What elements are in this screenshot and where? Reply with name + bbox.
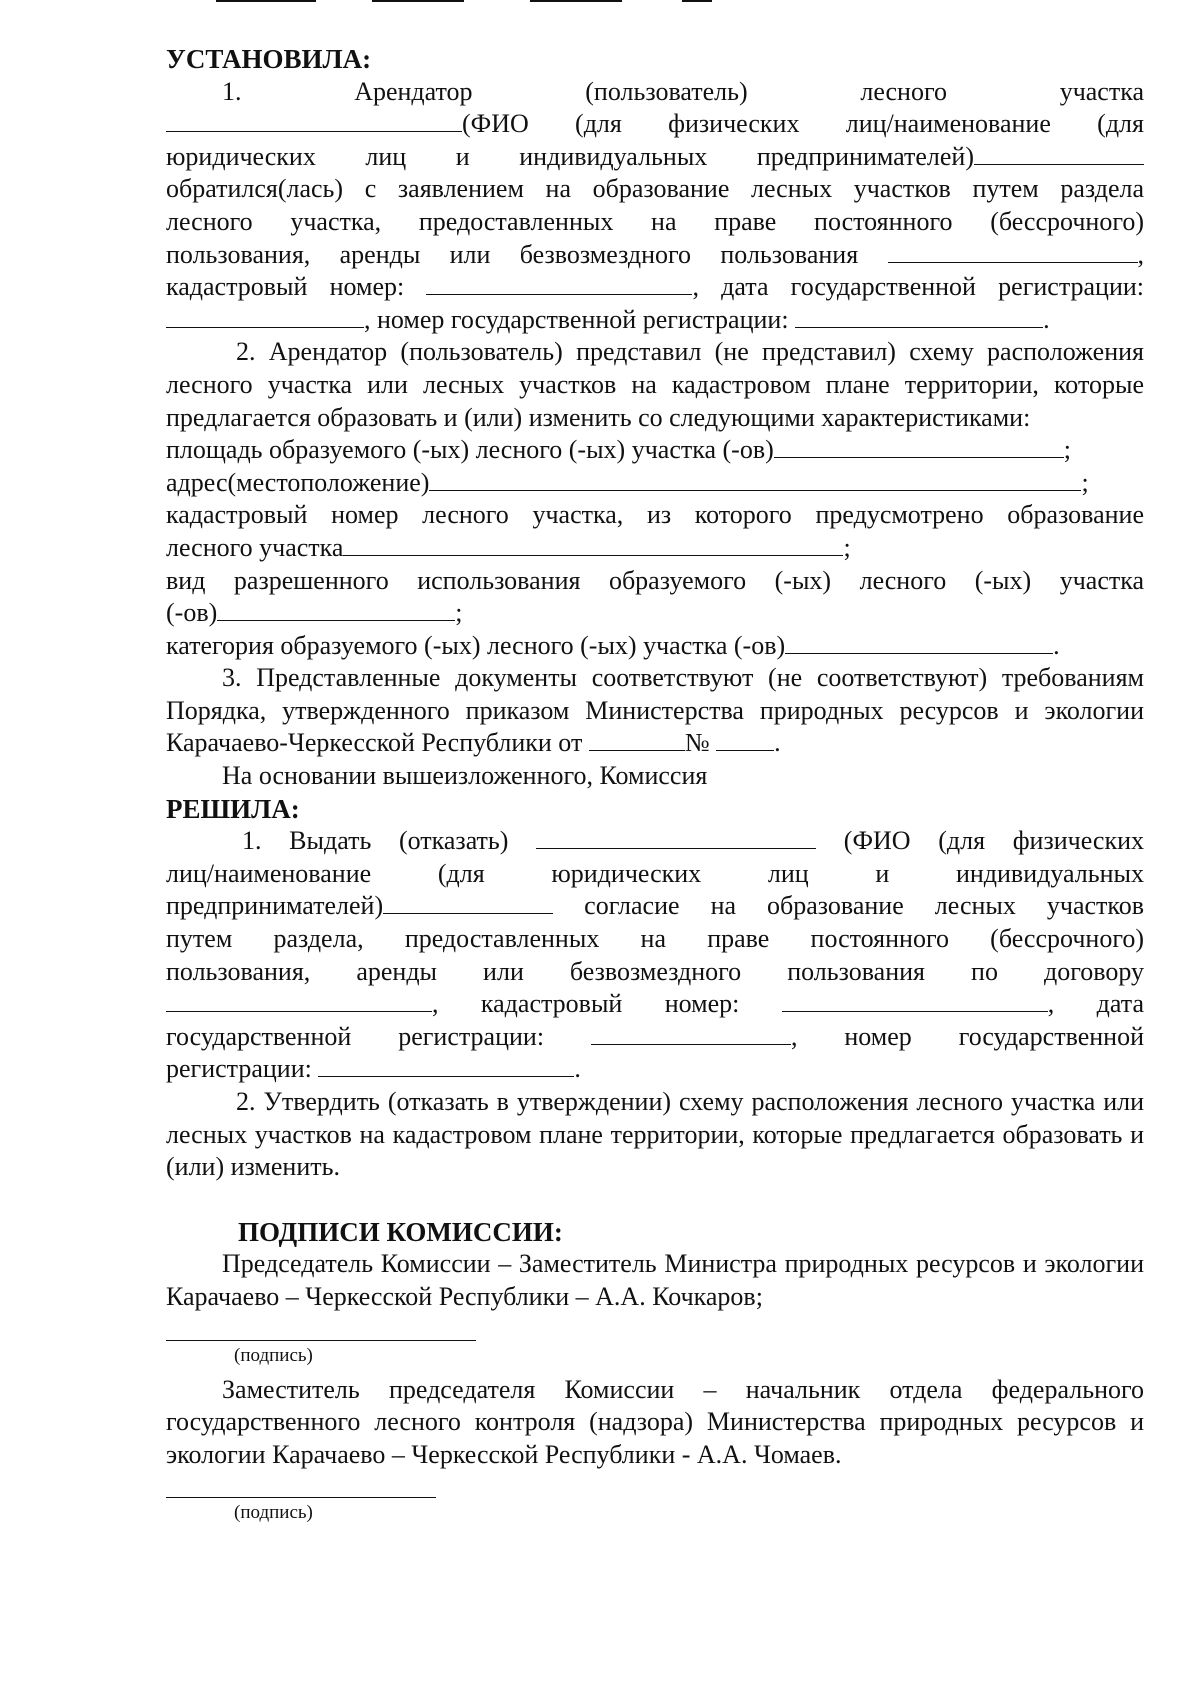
address-line: адрес(местоположение) ; <box>166 467 1089 497</box>
p3-text: 3. Представленные документы соответствуют (не соответствуют) требованиям Порядка, утвержденного приказом Министерства природных ресурсов и экологии Карачаево-Черкесской Республики от № . <box>166 663 1144 758</box>
blank-field[interactable] <box>536 826 816 849</box>
r1-line8: регистрации: . <box>166 1054 581 1084</box>
blank-field[interactable] <box>217 598 455 621</box>
signature-line[interactable] <box>166 1340 476 1341</box>
blank-field[interactable] <box>429 468 1081 491</box>
blank-field[interactable] <box>774 435 1064 458</box>
area-line: площадь образуемого (-ых) лесного (-ых) участка (-ов) ; <box>166 435 1071 465</box>
blank-field[interactable] <box>795 305 1043 328</box>
r1-line6: , кадастровый номер: , дата <box>166 988 1144 1021</box>
p2-text: 2. Арендатор (пользователь) представил (не представил) схему расположения лесного участка или лесных участков на кадастровом плане территории, которые предлагается образовать и (или) изменить со следующими характеристиками: <box>166 337 1144 432</box>
blank-field[interactable] <box>426 272 692 295</box>
p1-line8: , номер государственной регистрации: . <box>166 304 1144 337</box>
use-line1: вид разрешенного использования образуемого (-ых) лесного (-ых) участка <box>166 565 1144 595</box>
signature-deputy <box>166 1497 1144 1525</box>
blank-field[interactable] <box>166 109 462 132</box>
r1-line3: предпринимателей) согласие на образование лесных участков <box>166 891 1144 921</box>
top-cut-lines <box>0 0 1200 6</box>
blank-field[interactable] <box>785 631 1053 654</box>
basis-line: На основании вышеизложенного, Комиссия <box>222 761 708 791</box>
heading-signatures: ПОДПИСИ КОМИССИИ: <box>238 1216 563 1247</box>
category-line: категория образуемого (-ых) лесного (-ых) участка (-ов) . <box>166 630 1060 660</box>
signature-caption: (подпись) <box>234 1502 313 1524</box>
p1-line6: пользования, аренды или безвозмездного пользования , <box>166 239 1145 269</box>
signature-line[interactable] <box>166 1497 436 1498</box>
blank-field[interactable] <box>343 533 843 556</box>
blank-field[interactable] <box>974 142 1144 165</box>
signature-caption: (подпись) <box>234 1344 313 1366</box>
p1-line3: юридических лиц и индивидуальных предпринимателей) <box>166 141 1144 174</box>
deputy-text: Заместитель председателя Комиссии – начальник отдела федерального государственного лесного контроля (надзора) Министерства природных ресурсов и экологии Карачаево – Черкесской Республики - А.А. Чомаев. <box>166 1374 1144 1469</box>
p1-line4: обратился(лась) с заявлением на образование лесных участков путем раздела <box>166 174 1144 204</box>
r2-text: 2. Утвердить (отказать в утверждении) схему расположения лесного участка или лесных участков на кадастровом плане территории, которые предлагается образовать и (или) изменить. <box>166 1087 1144 1182</box>
r1-line2: лиц/наименование (для юридических лиц и индивидуальных <box>166 858 1144 888</box>
r1-line4: путем раздела, предоставленных на праве постоянного (бессрочного) <box>166 924 1144 954</box>
r1-line1: 1. Выдать (отказать) (ФИО (для физических <box>242 826 1144 856</box>
blank-field[interactable] <box>716 728 774 751</box>
blank-field[interactable] <box>318 1054 574 1077</box>
blank-field[interactable] <box>591 1022 791 1045</box>
signature-chair <box>166 1340 1144 1368</box>
blank-field[interactable] <box>782 989 1048 1012</box>
p1-line1: 1. Арендатор (пользователь) лесного участка <box>222 76 1144 106</box>
document-body <box>166 43 1144 1525</box>
use-line2: (-ов) ; <box>166 598 463 628</box>
r1-line7: государственной регистрации: , номер государственной <box>166 1021 1144 1051</box>
p1-line7: кадастровый номер: , дата государственной регистрации: <box>166 272 1145 302</box>
blank-field[interactable] <box>166 305 364 328</box>
chair-text: Председатель Комиссии – Заместитель Министра природных ресурсов и экологии Карачаево – Черкесской Республики – А.А. Кочкаров; <box>166 1249 1144 1311</box>
p1-line5: лесного участка, предоставленных на праве постоянного (бессрочного) <box>166 206 1144 236</box>
blank-field[interactable] <box>166 989 432 1012</box>
blank-field[interactable] <box>589 728 685 751</box>
heading-established: УСТАНОВИЛА: <box>166 44 372 74</box>
p1-line2: (ФИО (для физических лиц/наименование (для <box>166 108 1144 141</box>
blank-field[interactable] <box>383 891 553 914</box>
r1-line5: пользования, аренды или безвозмездного пользования по договору <box>166 956 1144 986</box>
cadastral-line2: лесного участка ; <box>166 532 851 562</box>
blank-field[interactable] <box>888 240 1138 263</box>
heading-decided: РЕШИЛА: <box>166 793 300 824</box>
cadastral-line1: кадастровый номер лесного участка, из которого предусмотрено образование <box>166 500 1144 530</box>
